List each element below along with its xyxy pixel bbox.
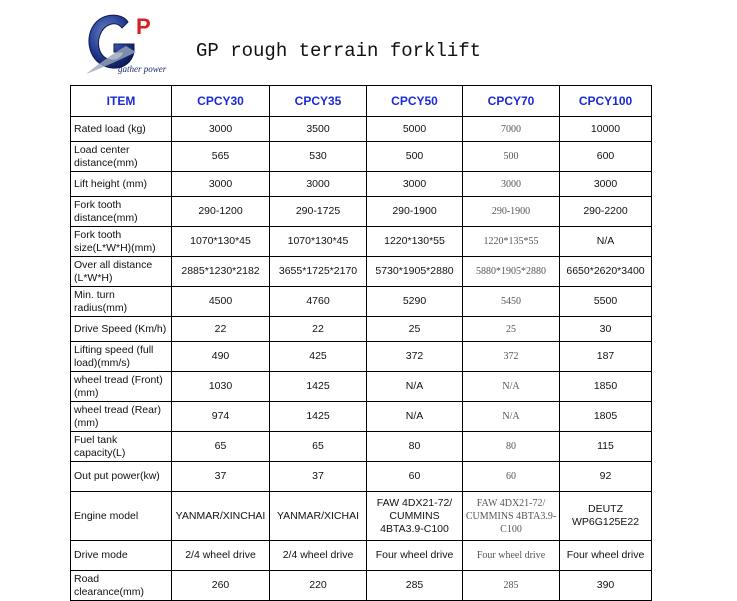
table-cell: 10000 xyxy=(560,117,652,142)
table-cell: Four wheel drive xyxy=(367,541,463,571)
table-cell: 974 xyxy=(172,402,270,432)
table-cell: 22 xyxy=(172,317,270,342)
table-row xyxy=(71,432,652,462)
row-label: Drive Speed (Km/h) xyxy=(71,317,172,342)
table-cell: 1805 xyxy=(560,402,652,432)
table-cell: 1220*130*55 xyxy=(367,227,463,257)
table-row xyxy=(71,287,652,317)
table-cell: 1220*135*55 xyxy=(463,227,560,257)
logo-tagline: gather power xyxy=(118,64,167,74)
table-cell: YANMAR/XICHAI xyxy=(270,492,367,541)
table-cell: 285 xyxy=(367,571,463,601)
table-cell: 3000 xyxy=(463,172,560,197)
table-cell: 4500 xyxy=(172,287,270,317)
table-cell: 65 xyxy=(172,432,270,462)
table-cell: 1070*130*45 xyxy=(270,227,367,257)
table-cell: 5730*1905*2880 xyxy=(367,257,463,287)
table-cell: 25 xyxy=(463,317,560,342)
table-row xyxy=(71,462,652,492)
table-row xyxy=(71,142,652,172)
table-cell: 500 xyxy=(463,142,560,172)
table-cell: Four wheel drive xyxy=(560,541,652,571)
table-cell: 30 xyxy=(560,317,652,342)
header-cpcy30: CPCY30 xyxy=(172,86,270,117)
spec-table xyxy=(70,85,652,601)
table-row xyxy=(71,197,652,227)
table-cell: 60 xyxy=(463,462,560,492)
header-cpcy35: CPCY35 xyxy=(270,86,367,117)
table-cell: 92 xyxy=(560,462,652,492)
table-cell: 600 xyxy=(560,142,652,172)
table-cell: 425 xyxy=(270,342,367,372)
table-cell: 2/4 wheel drive xyxy=(172,541,270,571)
table-row xyxy=(71,117,652,142)
table-cell: 80 xyxy=(367,432,463,462)
row-label: Fork tooth size(L*W*H)(mm) xyxy=(71,227,172,257)
table-cell: 490 xyxy=(172,342,270,372)
row-label: wheel tread (Rear)(mm) xyxy=(71,402,172,432)
table-cell: 372 xyxy=(367,342,463,372)
table-row xyxy=(71,342,652,372)
table-cell: 1850 xyxy=(560,372,652,402)
table-cell: 22 xyxy=(270,317,367,342)
header-item: ITEM xyxy=(71,86,172,117)
table-row xyxy=(71,402,652,432)
page-title: GP rough terrain forklift xyxy=(196,40,482,62)
table-cell: 37 xyxy=(270,462,367,492)
table-cell: 372 xyxy=(463,342,560,372)
table-cell: 5450 xyxy=(463,287,560,317)
table-cell: 220 xyxy=(270,571,367,601)
table-cell: 1425 xyxy=(270,402,367,432)
table-cell: 530 xyxy=(270,142,367,172)
table-cell: 5880*1905*2880 xyxy=(463,257,560,287)
table-cell: 25 xyxy=(367,317,463,342)
row-label: Out put power(kw) xyxy=(71,462,172,492)
table-header-row xyxy=(71,86,652,117)
table-row xyxy=(71,172,652,197)
row-label: Min. turn radius(mm) xyxy=(71,287,172,317)
table-cell: N/A xyxy=(463,402,560,432)
table-row xyxy=(71,227,652,257)
row-label: Lift height (mm) xyxy=(71,172,172,197)
table-cell: FAW 4DX21-72/ CUMMINS 4BTA3.9-C100 xyxy=(463,492,560,541)
table-cell: 37 xyxy=(172,462,270,492)
row-label: Road clearance(mm) xyxy=(71,571,172,601)
table-cell: FAW 4DX21-72/ CUMMINS 4BTA3.9-C100 xyxy=(367,492,463,541)
table-cell: 3000 xyxy=(367,172,463,197)
header-cpcy70: CPCY70 xyxy=(463,86,560,117)
table-cell: YANMAR/XINCHAI xyxy=(172,492,270,541)
table-cell: 290-1200 xyxy=(172,197,270,227)
table-cell: 115 xyxy=(560,432,652,462)
table-cell: 285 xyxy=(463,571,560,601)
table-cell: 3000 xyxy=(172,117,270,142)
row-label: Load center distance(mm) xyxy=(71,142,172,172)
table-cell: 390 xyxy=(560,571,652,601)
table-cell: N/A xyxy=(367,372,463,402)
row-label: Fork tooth distance(mm) xyxy=(71,197,172,227)
table-cell: 6650*2620*3400 xyxy=(560,257,652,287)
row-label: Over all distance (L*W*H) xyxy=(71,257,172,287)
table-cell: 65 xyxy=(270,432,367,462)
table-cell: 290-1900 xyxy=(463,197,560,227)
table-cell: N/A xyxy=(560,227,652,257)
table-cell: DEUTZ WP6G125E22 xyxy=(560,492,652,541)
row-label: Rated load (kg) xyxy=(71,117,172,142)
table-cell: 565 xyxy=(172,142,270,172)
header-cpcy50: CPCY50 xyxy=(367,86,463,117)
table-row xyxy=(71,492,652,541)
table-cell: 1030 xyxy=(172,372,270,402)
table-cell: 1070*130*45 xyxy=(172,227,270,257)
table-cell: N/A xyxy=(463,372,560,402)
table-cell: 187 xyxy=(560,342,652,372)
table-cell: 5000 xyxy=(367,117,463,142)
table-cell: 80 xyxy=(463,432,560,462)
row-label: wheel tread (Front)(mm) xyxy=(71,372,172,402)
table-cell: 4760 xyxy=(270,287,367,317)
table-cell: 3000 xyxy=(172,172,270,197)
table-cell: 260 xyxy=(172,571,270,601)
row-label: Lifting speed (full load)(mm/s) xyxy=(71,342,172,372)
row-label: Engine model xyxy=(71,492,172,541)
gp-logo-letter-p: P xyxy=(136,14,151,39)
table-cell: 2/4 wheel drive xyxy=(270,541,367,571)
table-cell: 3000 xyxy=(560,172,652,197)
table-row xyxy=(71,541,652,571)
table-cell: 3500 xyxy=(270,117,367,142)
table-cell: 3000 xyxy=(270,172,367,197)
table-row xyxy=(71,317,652,342)
row-label: Drive mode xyxy=(71,541,172,571)
table-cell: 290-1900 xyxy=(367,197,463,227)
table-cell: 3655*1725*2170 xyxy=(270,257,367,287)
table-cell: 1425 xyxy=(270,372,367,402)
table-cell: 290-2200 xyxy=(560,197,652,227)
table-row xyxy=(71,257,652,287)
header-cpcy100: CPCY100 xyxy=(560,86,652,117)
table-row xyxy=(71,571,652,601)
table-cell: 5290 xyxy=(367,287,463,317)
table-cell: 7000 xyxy=(463,117,560,142)
table-cell: 290-1725 xyxy=(270,197,367,227)
table-cell: N/A xyxy=(367,402,463,432)
table-cell: 60 xyxy=(367,462,463,492)
table-cell: 500 xyxy=(367,142,463,172)
row-label: Fuel tank capacity(L) xyxy=(71,432,172,462)
table-row xyxy=(71,372,652,402)
table-cell: Four wheel drive xyxy=(463,541,560,571)
table-cell: 2885*1230*2182 xyxy=(172,257,270,287)
table-cell: 5500 xyxy=(560,287,652,317)
